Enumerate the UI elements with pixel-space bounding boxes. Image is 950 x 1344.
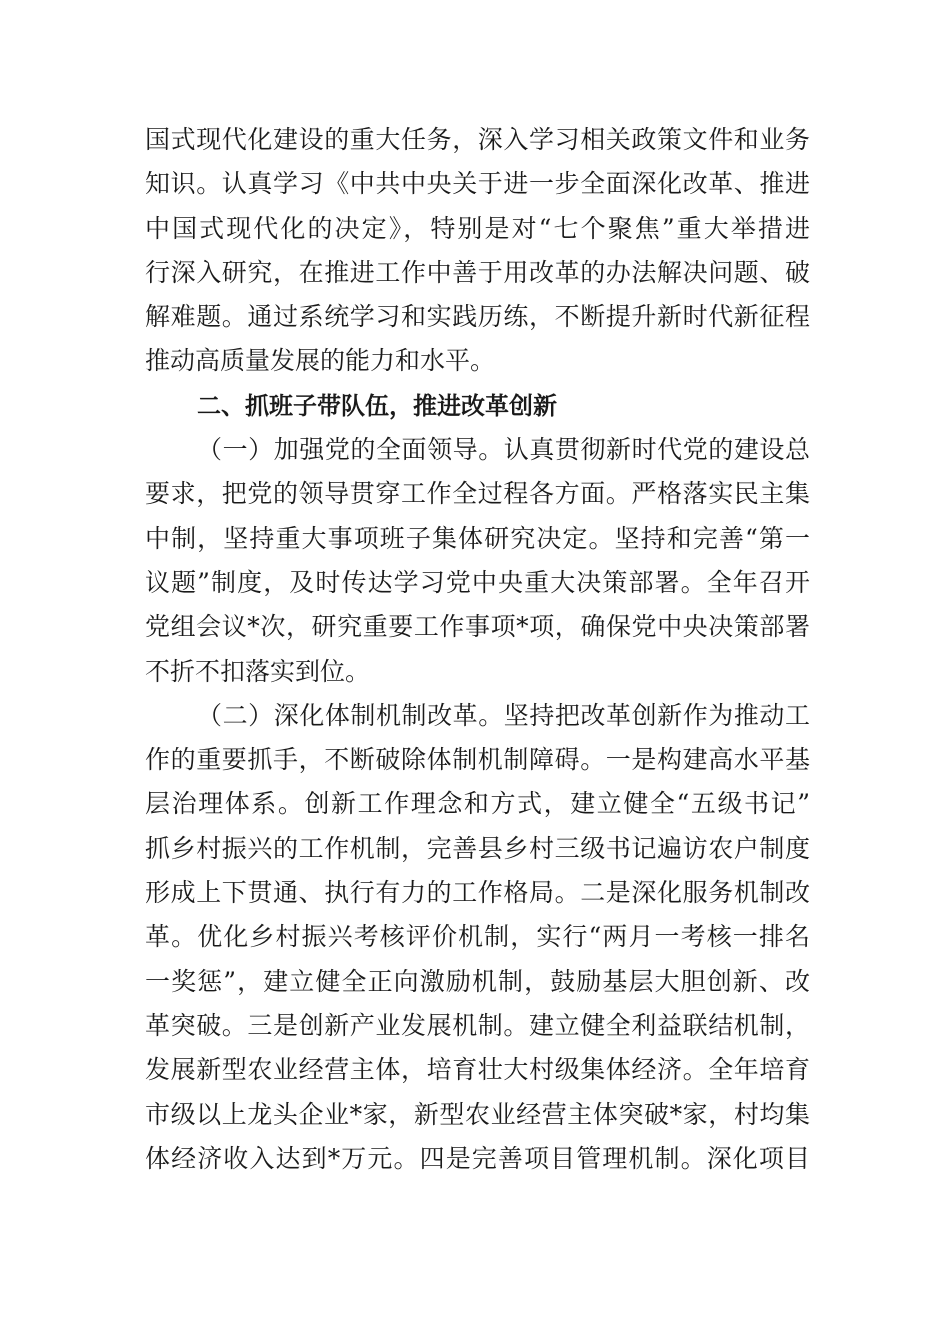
section-heading: 二、抓班子带队伍，推进改革创新 — [197, 391, 557, 420]
paragraph-line: 解难题。通过系统学习和实践历练，不断提升新时代新征程 — [145, 302, 810, 332]
paragraph-line: 行深入研究，在推进工作中善于用改革的办法解决问题、破 — [145, 257, 810, 287]
paragraph-line: （一）加强党的全面领导。认真贯彻新时代党的建设总 — [197, 435, 810, 465]
paragraph-line: 党组会议*次，研究重要工作事项*项，确保党中央决策部署 — [145, 612, 810, 642]
paragraph-line: 中制，坚持重大事项班子集体研究决定。坚持和完善“第一 — [145, 523, 810, 553]
paragraph-line: 推动高质量发展的能力和水平。 — [145, 346, 496, 376]
paragraph-line: 层治理体系。创新工作理念和方式，建立健全“五级书记” — [145, 789, 810, 819]
paragraph-line: 形成上下贯通、执行有力的工作格局。二是深化服务机制改 — [145, 878, 810, 908]
paragraph-line: 市级以上龙头企业*家，新型农业经营主体突破*家，村均集 — [145, 1099, 810, 1129]
paragraph-line: 不折不扣落实到位。 — [145, 656, 371, 686]
paragraph-line: 议题”制度，及时传达学习党中央重大决策部署。全年召开 — [145, 567, 810, 597]
paragraph-line: 要求，把党的领导贯穿工作全过程各方面。严格落实民主集 — [145, 479, 810, 509]
paragraph-line: 发展新型农业经营主体，培育壮大村级集体经济。全年培育 — [145, 1055, 810, 1085]
paragraph-line: 抓乡村振兴的工作机制，完善县乡村三级书记遍访农户制度 — [145, 833, 810, 863]
paragraph-line: 知识。认真学习《中共中央关于进一步全面深化改革、推进 — [145, 169, 810, 199]
paragraph-line: 一奖惩”，建立健全正向激励机制，鼓励基层大胆创新、改 — [145, 966, 810, 996]
paragraph-line: 国式现代化建设的重大任务，深入学习相关政策文件和业务 — [145, 125, 810, 154]
paragraph-line: 革突破。三是创新产业发展机制。建立健全利益联结机制， — [145, 1010, 810, 1040]
paragraph-line: 中国式现代化的决定》，特别是对“七个聚焦”重大举措进 — [145, 213, 810, 243]
document-body — [145, 118, 810, 1181]
paragraph-line: 作的重要抓手，不断破除体制机制障碍。一是构建高水平基 — [145, 745, 810, 775]
paragraph-line: 革。优化乡村振兴考核评价机制，实行“两月一考核一排名 — [145, 922, 810, 952]
paragraph-line: 体经济收入达到*万元。四是完善项目管理机制。深化项目 — [145, 1143, 810, 1173]
paragraph-line: （二）深化体制机制改革。坚持把改革创新作为推动工 — [197, 700, 810, 730]
